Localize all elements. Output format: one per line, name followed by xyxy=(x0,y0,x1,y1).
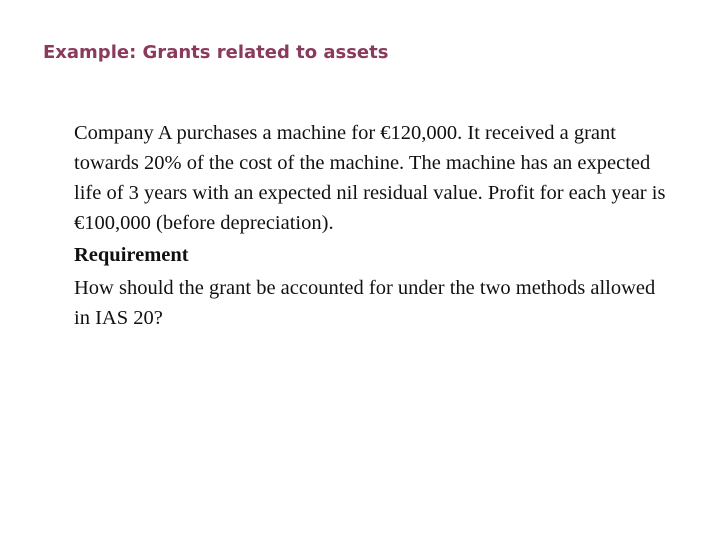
slide-body xyxy=(74,118,674,333)
requirement-heading: Requirement xyxy=(74,244,189,266)
scenario-paragraph: Company A purchases a machine for €120,000. It received a grant towards 20% of the cost of the machine. The machine has an expected life of 3 years with an expected nil residual value. Profit for each year is €100,000 (before depreciation). xyxy=(74,122,666,234)
question-paragraph: How should the grant be accounted for under the two methods allowed in IAS 20? xyxy=(74,277,656,329)
slide-title: Example: Grants related to assets xyxy=(43,42,389,63)
